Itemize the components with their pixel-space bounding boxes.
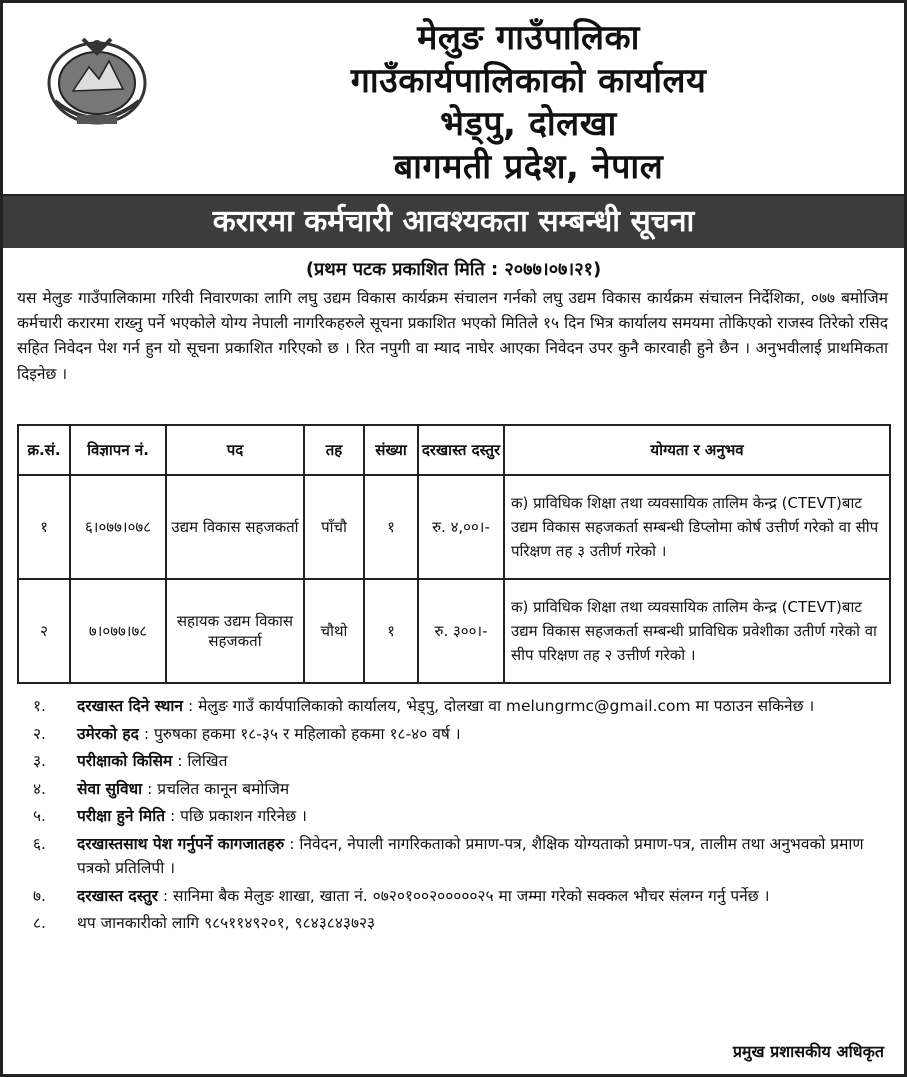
office-name: गाउँकार्यपालिकाको कार्यालय [350, 61, 707, 101]
cell-count: १ [364, 475, 418, 579]
office-address: भेड्पु, दोलखा [440, 104, 617, 144]
list-item-text: : पछि प्रकाशन गरिनेछ । [165, 807, 307, 825]
list-item-label: परीक्षा हुने मिति [77, 807, 166, 825]
list-item [33, 749, 888, 774]
list-item-text: : निवेदन, नेपाली नागरिकताको प्रमाण-पत्र, शैक्षिक योग्यताको प्रमाण-पत्र, तालीम तथा अनुभवको प्रमाण पत्रको प्रतिलिपी । [77, 834, 864, 877]
col-header-qualification: योग्यता र अनुभव [504, 425, 890, 475]
list-item-label: उमेरको हद [77, 724, 139, 743]
col-header-count: संख्या [364, 425, 418, 475]
vacancy-table [17, 424, 891, 684]
header [3, 3, 904, 196]
list-item-number: ४. [33, 779, 46, 798]
table-row [18, 475, 890, 579]
col-header-post: पद [166, 425, 304, 475]
list-item [33, 804, 888, 829]
cell-post: सहायक उद्यम विकास सहजकर्ता [166, 579, 304, 683]
conditions-list [3, 694, 904, 936]
list-item [33, 694, 888, 719]
list-item [33, 832, 888, 881]
col-header-fee: दरखास्त दस्तुर [418, 425, 504, 475]
list-item-text: : प्रचलित कानून बमोजिम [142, 779, 290, 798]
list-item-text: : लिखित [172, 752, 228, 770]
cell-sn: १ [18, 475, 70, 579]
list-item-text: : पुरुषका हकमा १८-३५ र महिलाको हकमा १८-४० वर्ष । [138, 724, 461, 743]
municipality-name: मेलुङ गाउँपालिका [417, 18, 640, 58]
list-item-label: परीक्षाको किसिम [77, 752, 173, 770]
list-item [33, 777, 888, 802]
cell-adv-no: ७।०७७।७८ [70, 579, 166, 683]
list-item-number: २. [33, 724, 46, 743]
cell-level: चौथो [304, 579, 364, 683]
nepal-government-emblem-icon [43, 31, 151, 131]
col-header-level: तह [304, 425, 364, 475]
list-item-number: ५. [33, 807, 46, 825]
notice-title-banner: करारमा कर्मचारी आवश्यकता सम्बन्धी सूचना [3, 196, 904, 248]
office-heading [173, 17, 884, 189]
list-item-label: दरखास्तसाथ पेश गर्नुपर्ने कागजातहरु [77, 834, 285, 853]
table-header-row [18, 425, 890, 475]
list-item-label: सेवा सुविधा [77, 779, 143, 798]
list-item-text: : मेलुङ गाउँ कार्यपालिकाको कार्यालय, भेड्पु, दोलखा वा melungrmc@gmail.com मा पठाउन सकिनेछ । [183, 697, 815, 715]
cell-qualification: क) प्राविधिक शिक्षा तथा व्यवसायिक तालिम केन्द्र (CTEVT)बाट उद्यम विकास सहजकर्ता सम्बन्धी डिप्लोमा कोर्ष उत्तीर्ण गरेको वा सीप परिक्षण तह ३ उतीर्ण गरेको । [504, 475, 890, 579]
cell-fee: रु. ३००।- [418, 579, 504, 683]
cell-adv-no: ६।०७७।०७८ [70, 475, 166, 579]
province-country: बागमती प्रदेश, नेपाल [393, 147, 664, 187]
list-item-number: १. [33, 697, 46, 715]
cell-level: पाँचौ [304, 475, 364, 579]
list-item [33, 722, 888, 747]
col-header-sn: क्र.सं. [18, 425, 70, 475]
cell-qualification: क) प्राविधिक शिक्षा तथा व्यवसायिक तालिम केन्द्र (CTEVT)बाट उद्यम विकास सहजकर्ता सम्बन्धी प्राविधिक प्रवेशीका उतीर्ण गरेको वा सीप परिक्षण तह २ उत्तीर्ण गरेको । [504, 579, 890, 683]
list-item-label: दरखास्त दस्तुर [77, 886, 158, 905]
col-header-adv-no: विज्ञापन नं. [70, 425, 166, 475]
list-item-number: ७. [33, 886, 46, 905]
table-row [18, 579, 890, 683]
list-item-label: दरखास्त दिने स्थान [77, 697, 184, 715]
list-item [33, 884, 888, 909]
publication-date: (प्रथम पटक प्रकाशित मिति : २०७७।०७।२१) [305, 259, 602, 280]
list-item-number: ३. [33, 752, 46, 770]
signatory-title: प्रमुख प्रशासकीय अधिकृत [732, 1042, 884, 1061]
cell-post: उद्यम विकास सहजकर्ता [166, 475, 304, 579]
cell-sn: २ [18, 579, 70, 683]
list-item-number: ६. [33, 834, 46, 853]
cell-fee: रु. ४,००।- [418, 475, 504, 579]
list-item-text: थप जानकारीको लागि ९८५११४९२०१, ९८४३८४३७२३ [77, 914, 376, 932]
list-item-text: : सानिमा बैक मेलुङ शाखा, खाता नं. ०७२०१००२०००००२५ मा जम्मा गरेको सक्कल भौचर संलग्न गर्नु पर्नेछ । [157, 886, 770, 905]
intro-paragraph: यस मेलुङ गाउँपालिकामा गरिवी निवारणका लागि लघु उद्यम विकास कार्यक्रम संचालन गर्नको लघु उद्यम विकास कार्यक्रम संचालन निर्देशिका, ०७७ बमोजिम कर्मचारी करारमा राख्नु पर्ने भएकोले योग्य नेपाली नागरिकहरुले सूचना प्रकाशित भएको मितिले १५ दिन भित्र कार्यालय समयमा तोकिएको राजस्व तिरेको रसिद सहित निवेदन पेश गर्न हुन यो सूचना प्रकाशित गरिएको छ । रित नपुगी वा म्याद नाघेर आएका निवेदन उपर कुनै कारवाही हुने छैन । अनुभवीलाई प्राथमिकता दिइनेछ । [17, 289, 888, 383]
list-item [33, 911, 888, 936]
list-item-number: ८. [33, 914, 46, 932]
cell-count: १ [364, 579, 418, 683]
